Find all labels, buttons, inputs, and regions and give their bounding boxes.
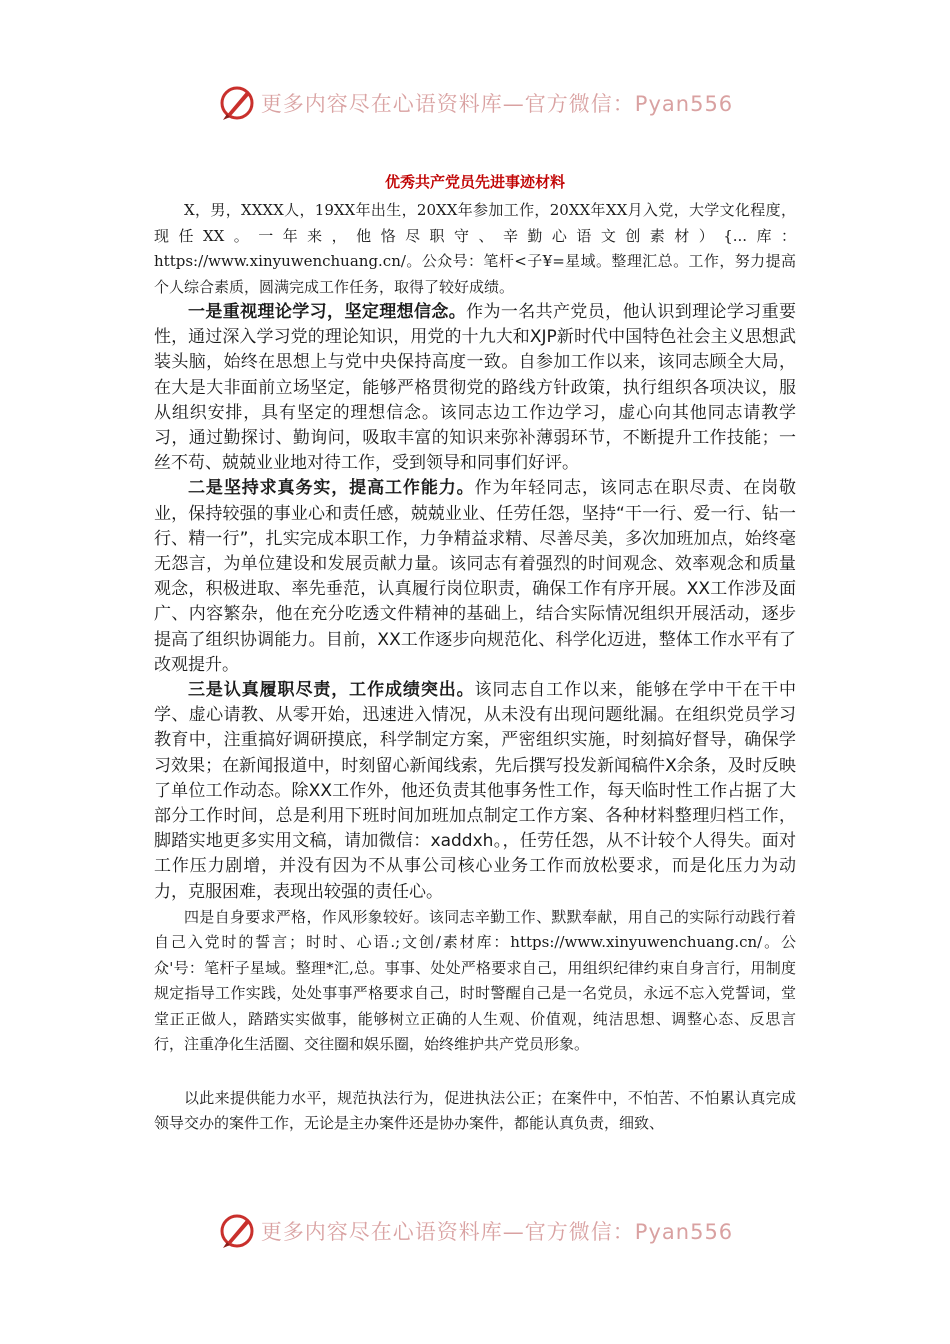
- intro-paragraph: X，男，XXXX人，19XX年出生，20XX年参加工作，20XX年XX月入党，大学文化程度，现任XX。一年来，他恪尽职守、辛勤心语文创素材）{...库：https://www.xinyuwenchuang.cn/。公众号：笔杆<子¥=星域。整理汇总。工作，努力提高个人综合素质，圆满完成工作任务，取得了较好成绩。: [154, 201, 796, 296]
- header-watermark-banner: [0, 80, 950, 126]
- section-2-body: 作为年轻同志，该同志在职尽责、在岗敬业，保持较强的事业心和责任感，兢兢业业、任劳任怨，坚持“干一行、爱一行、钻一行、精一行”，扎实完成本职工作，力争精益求精、尽善尽美，多次加班加点，始终毫无怨言，为单位建设和发展贡献力量。该同志有着强烈的时间观念、效率观念和质量观念，积极进取、率先垂范，认真履行岗位职责，确保工作有序开展。XX工作涉及面广、内容繁杂，他在充分吃透文件精神的基础上，结合实际情况组织开展活动，逐步提高了组织协调能力。目前，XX工作逐步向规范化、科学化迈进，整体工作水平有了改观提升。: [154, 478, 797, 675]
- section-2-heading: 二是坚持求真务实，提高工作能力。: [188, 478, 475, 499]
- banner-text: 更多内容尽在心语资料库—官方微信：Pyan556: [260, 92, 734, 116]
- document-title: 优秀共产党员先进事迹材料: [384, 173, 565, 191]
- section-3-paragraph: [154, 678, 796, 905]
- section-5-paragraph: 以此来提供能力水平，规范执法行为，促进执法公正；在案件中，不怕苦、不怕累认真完成领导交办的案件工作，无论是主办案件还是协办案件，都能认真负责，细致、: [154, 1088, 796, 1133]
- section-3-body: 该同志自工作以来，能够在学中干在干中学、虚心请教、从零开始，迅速进入情况，从未没有出现问题纰漏。在组织党员学习教育中，注重搞好调研摸底，科学制定方案，严密组织实施，时刻搞好督导，确保学习效果；在新闻报道中，时刻留心新闻线索，先后撰写投发新闻稿件X余条，及时反映了单位工作动态。除XX工作外，他还负责其他事务性工作，每天临时性工作占据了大部分工作时间，总是利用下班时间加班加点制定工作方案、各种材料整理归档工作，脚踏实地更多实用文稿，请加微信：xaddxh。，任劳任怨，从不计较个人得失。面对工作压力剧增，并没有因为不从事公司核心业务工作而放松要求，而是化压力为动力，克服困难，表现出较强的责任心。: [154, 680, 797, 902]
- section-2-paragraph: [154, 476, 796, 678]
- section-3-heading: 三是认真履职尽责，工作成绩突出。: [188, 680, 475, 701]
- pen-circle-logo-icon: [217, 83, 257, 123]
- section-1-paragraph: [154, 300, 796, 476]
- footer-watermark-banner: [0, 1208, 950, 1254]
- document-body: [154, 172, 796, 1137]
- section-4-paragraph: 四是自身要求严格，作风形象较好。该同志辛勤工作、默默奉献，用自己的实际行动践行着自己入党时的誓言；时时、心语.;文创/素材库：https://www.xinyuwenchuang.cn/。公众'号：笔杆子星域。整理*汇,总。事事、处处严格要求自己，用组织纪律约束自身言行，用制度规定指导工作实践，处处事事严格要求自己，时时警醒自己是一名党员，永远不忘入党誓词，堂堂正正做人，踏踏实实做事，能够树立正确的人生观、价值观，纯洁思想、调整心态、反思言行，注重净化生活圈、交往圈和娱乐圈，始终维护共产党员形象。: [154, 907, 796, 1054]
- section-1-heading: 一是重视理论学习，坚定理想信念。: [188, 302, 467, 322]
- banner-text: 更多内容尽在心语资料库—官方微信：Pyan556: [260, 1220, 734, 1244]
- pen-circle-logo-icon: [217, 1211, 257, 1251]
- section-1-body: 作为一名共产党员，他认识到理论学习重要性，通过深入学习党的理论知识，用党的十九大和XJP新时代中国特色社会主义思想武装头脑，始终在思想上与党中央保持高度一致。自参加工作以来，该同志顾全大局，在大是大非面前立场坚定，能够严格贯彻党的路线方针政策，执行组织各项决议，服从组织安排，具有坚定的理想信念。该同志边工作边学习，虚心向其他同志请教学习，通过勤探讨、勤询问，吸取丰富的知识来弥补薄弱环节，不断提升工作技能；一丝不苟、兢兢业业地对待工作，受到领导和同事们好评。: [154, 302, 797, 474]
- paragraph-gap: [154, 1058, 796, 1086]
